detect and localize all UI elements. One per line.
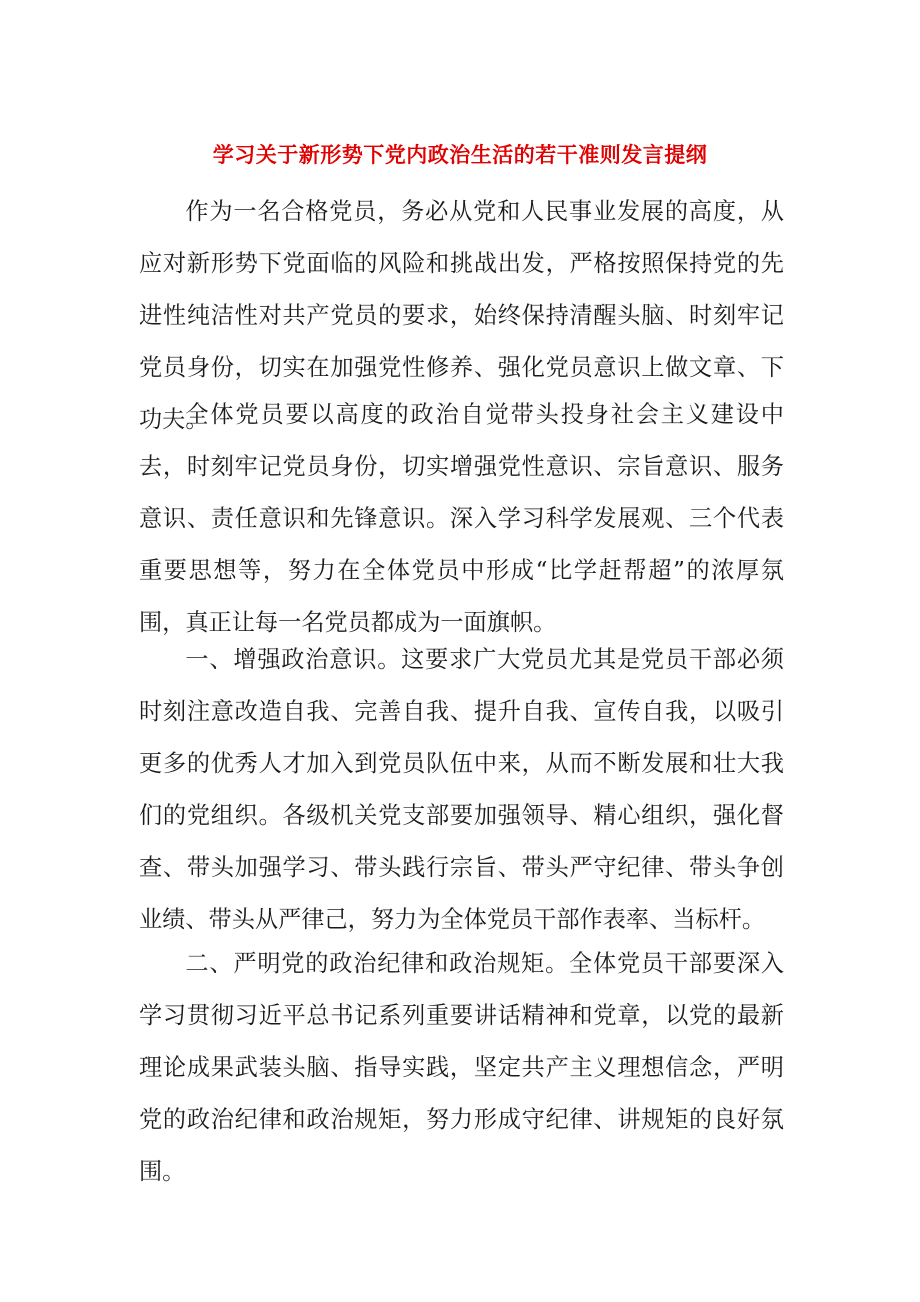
document-title: 学习关于新形势下党内政治生活的若干准则发言提纲	[212, 143, 708, 167]
paragraph-2: 全体党员要以高度的政治自觉带头投身社会主义建设中去，时刻牢记党员身份，切实增强党性意识、宗旨意识、服务意识、责任意识和先锋意识。深入学习科学发展观、三个代表重要思想等，努力在全体党员中形成“比学赶帮超”的浓厚氛围，真正让每一名党员都成为一面旗帜。	[139, 401, 784, 636]
paragraph-3: 一、增强政治意识。这要求广大党员尤其是党员干部必须时刻注意改造自我、完善自我、提升自我、宣传自我，以吸引更多的优秀人才加入到党员队伍中来，从而不断发展和壮大我们的党组织。各级机关党支部要加强领导、精心组织，强化督查、带头加强学习、带头践行宗旨、带头严守纪律、带头争创业绩、带头从严律己，努力为全体党员干部作表率、当标杆。	[139, 646, 784, 933]
paragraph-1: 作为一名合格党员，务必从党和人民事业发展的高度，从应对新形势下党面临的风险和挑战出发，严格按照保持党的先进性纯洁性对共产党员的要求，始终保持清醒头脑、时刻牢记党员身份，切实在加强党性修养、强化党员意识上做文章、下功夫。	[139, 198, 784, 433]
paragraph-4: 二、严明党的政治纪律和政治规矩。全体党员干部要深入学习贯彻习近平总书记系列重要讲话精神和党章，以党的最新理论成果武装头脑、指导实践，坚定共产主义理想信念，严明党的政治纪律和政治规矩，努力形成守纪律、讲规矩的良好氛围。	[139, 950, 784, 1185]
